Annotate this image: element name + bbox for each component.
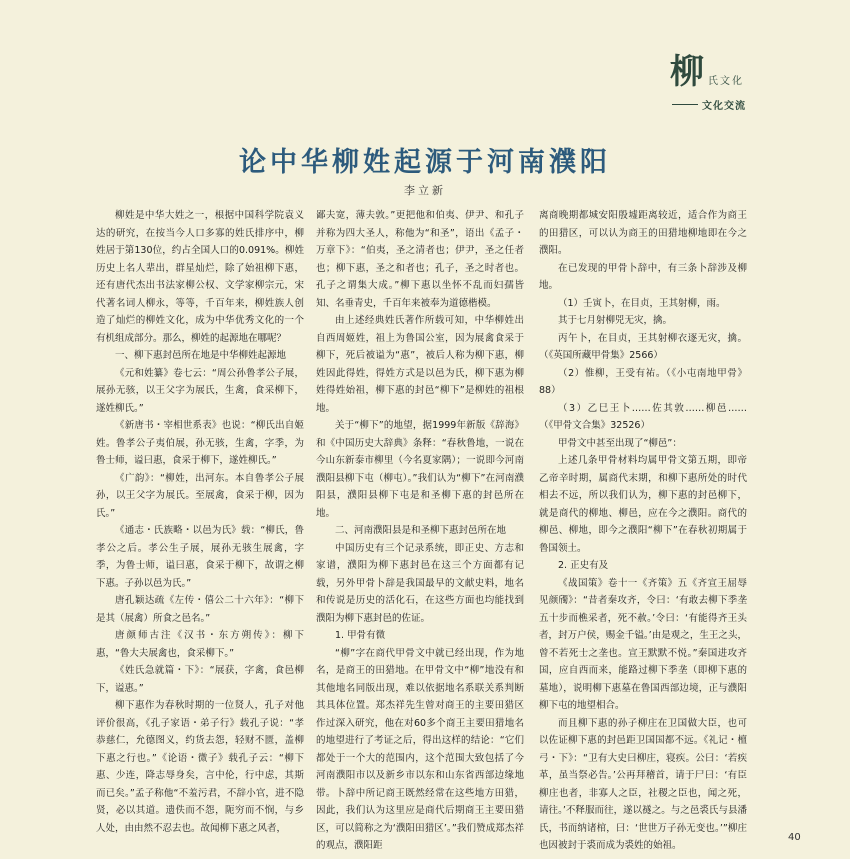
paragraph: 《姓氏急就篇・下》：“展获，字禽，食邑柳下，谥惠。”	[96, 665, 304, 694]
subsection-heading: 2. 正史有及	[558, 560, 609, 571]
text-column-2	[316, 207, 524, 851]
text-column-1	[96, 207, 304, 834]
section-logo	[670, 52, 790, 122]
paragraph: 离商晚期都城安阳殷墟距离较近，适合作为商王的田猎区，可以认为商王的田猎地柳地即在今之濮阳。	[539, 210, 747, 256]
article-author: 李立新	[404, 184, 446, 197]
paragraph: 《广韵》：“柳姓，出河东。本自鲁孝公子展孙，以王父字为展氏。至展禽，食采于柳，因为氏。”	[96, 472, 304, 519]
paragraph: 鄙夫宽，薄夫敦。”更把他和伯夷、伊尹、和孔子并称为四大圣人，称他为“和圣”，语出《孟子・万章下》：“伯夷，圣之清者也；伊尹，圣之任者也；柳下惠，圣之和者也；孔子，圣之时者也。孔子之谓集大成。”柳下惠以坐怀不乱而妇孺皆知、名垂青史，千百年来被奉为道德楷模。	[316, 210, 524, 309]
paragraph: 柳下惠作为春秋时期的一位贤人，孔子对他评价很高，《孔子家语・弟子行》载孔子说：“孝恭慈仁，允德图义，约货去怨，轻财不匮，盖柳下惠之行也。”《论语・微子》载孔子云：“柳下惠、少连，降志辱身矣，言中伦，行中虑，其斯而已矣。”孟子称他“不羞污君，不辞小官，进不隐贤，必以其道。遗佚而不怨，阨穷而不悯，与乡人处，由由然不忍去也。故闻柳下惠之风者，	[96, 700, 304, 834]
section-label: 文化交流	[702, 101, 746, 112]
paragraph: 在已发现的甲骨卜辞中，有三条卜辞涉及柳地。	[539, 262, 747, 291]
paragraph: 甲骨文中甚至出现了“柳邑”：	[558, 437, 682, 449]
logo-subtitle: 氏文化	[708, 76, 744, 87]
paragraph: （1）壬寅卜，在目贞，王其射柳，雨。	[558, 297, 726, 309]
article-title: 论中华柳姓起源于河南濮阳	[239, 147, 611, 178]
paragraph: 由上述经典姓氏著作所载可知，中华柳姓出自西周姬姓，祖上为鲁国公室，因为展禽食采于柳下，死后被谥为“惠”，被后人称为柳下惠，柳姓因此得姓，得姓方式是以邑为氏，柳下惠为柳姓得姓始祖，柳下惠的封邑“柳下”是柳姓的祖根地。	[316, 315, 524, 414]
paragraph: 《元和姓纂》卷七云：“周公孙鲁孝公子展，展孙无骇，以王父字为展氏，生禽，食采柳下，遂姓柳氏。”	[96, 367, 304, 414]
section-heading: 二、河南濮阳县是和圣柳下惠封邑所在地	[335, 525, 507, 536]
paragraph: 《战国策》卷十一《齐策》五《齐宣王屈辱见颜斶》：“昔者秦攻齐，令曰：‘有敢去柳下季垄五十步而樵采者，死不赦。’令曰：‘有能得齐王头者，封万户侯，赐金千镒。’由是观之，生王之头，曾不若死士之垄也。宣王默默不悦。”秦国进攻齐国，应自西而来，能路过柳下季垄（即柳下惠的墓地），说明柳下惠墓在鲁国西部边境，正与濮阳柳下屯的地望相合。	[539, 577, 747, 711]
paragraph: 唐孔颖达疏《左传・僖公二十六年》：“柳下是其（展禽）所食之邑名。”	[96, 595, 304, 624]
page-number: 40	[788, 832, 801, 843]
paragraph: （2）惟柳，王受有祐。（《小屯南地甲骨》88）	[539, 367, 747, 396]
paragraph: 关于“柳下”的地望，据1999年新版《辞海》和《中国历史大辞典》条释：“春秋鲁地，一说在今山东新泰市柳里（今名夏家隅）；一说即今河南濮阳县柳下屯（柳屯）。”我们认为“柳下”在河南濮阳县，濮阳县柳下屯是和圣柳下惠的封邑所在地。	[316, 420, 524, 519]
section-heading: 一、柳下惠封邑所在地是中华柳姓起源地	[115, 350, 287, 361]
text-column-3	[539, 207, 747, 851]
paragraph: 上述几条甲骨材料均属甲骨文第五期，即帝乙帝辛时期，属商代末期，和柳下惠所处的时代相去不远，所以我们认为，柳下惠的封邑柳下，就是商代的柳地、柳邑，应在今之濮阳。商代的柳邑、柳地，即今之濮阳“柳下”在春秋初期属于鲁国领土。	[539, 455, 747, 554]
paragraph: 《新唐书・宰相世系表》也说：“柳氏出自姬姓。鲁孝公子夷伯展，孙无骇，生禽，字季，为鲁士师，谥曰惠，食采于柳下，遂姓柳氏。”	[96, 420, 304, 466]
paragraph: 丙午卜，在目贞，王其射柳衣逐无灾，擒。（《英国所藏甲骨集》2566）	[539, 332, 747, 361]
paragraph: 唐颜师古注《汉书・东方朔传》：柳下惠，“鲁大夫展禽也，食采柳下。”	[96, 630, 304, 659]
subsection-heading: 1. 甲骨有微	[335, 630, 386, 641]
paragraph: （3）乙巳王卜……佐其敦……柳邑……（《甲骨文合集》32526）	[539, 402, 747, 431]
paragraph: 其于七月射柳兕无灾，擒。	[558, 315, 673, 326]
paragraph: 而且柳下惠的孙子柳庄在卫国做大臣，也可以佐证柳下惠的封邑距卫国国都不远。《礼记・檀弓・下》：“卫有大史曰柳庄，寝疾。公曰：‘若疾革，虽当祭必告。’公再拜稽首，请于尸曰：‘有臣柳庄也者，非寡人之臣，社稷之臣也，闻之死，请往。’不释服而往，遂以襚之。与之邑裘氏与县潘氏，书而纳诸棺，曰：‘世世万子孙无变也。’”柳庄也因被封于裘而成为裘姓的始祖。	[539, 717, 747, 851]
paragraph: 《通志・氏族略・以邑为氏》载：“柳氏，鲁孝公之后。孝公生子展，展孙无骇生展禽，字季，为鲁士师，谥曰惠，食采于柳下，故谓之柳下惠。子孙以邑为氏。”	[96, 525, 304, 589]
paragraph: 柳姓是中华大姓之一，根据中国科学院袁义达的研究，在按当今人口多寡的姓氏排序中，柳姓居于第130位，约占全国人口的0.091%。柳姓历史上名人辈出，群星灿烂，除了始祖柳下惠，还有唐代杰出书法家柳公权、文学家柳宗元，宋代著名词人柳永，等等，千百年来，柳姓族人创造了灿烂的柳姓文化，成为中华优秀文化的一个有机组成部分。那么，柳姓的起源地在哪呢？	[96, 210, 304, 344]
logo-rule	[672, 104, 698, 105]
paragraph: “柳”字在商代甲骨文中就已经出现，作为地名，是商王的田猎地。在甲骨文中“柳”地没有和其他地名同版出现，难以依据地名系联关系判断其具体位置。郑杰祥先生曾对商王的主要田猎区作过深入研究，他在对60多个商王主要田猎地名的地望进行了考证之后，得出这样的结论：“它们都处于一个大的范围内，这个范围大致包括了今河南濮阳市以及新乡市以东和山东省西部边缘地带。卜辞中所记商王既然经常在这些地方田猎，因此，我们认为这里应是商代后期商王主要田猎区，可以简称之为‘濮阳田猎区’。”我们赞成郑杰祥的观点，濮阳距	[316, 647, 524, 851]
logo-character: 柳	[670, 52, 705, 92]
paragraph: 中国历史有三个记录系统，即正史、方志和家谱，濮阳为柳下惠封邑在这三个方面都有记载，另外甲骨卜辞是我国最早的文献史料，地名和传说是历史的活化石，在这些方面也均能找到濮阳为柳下惠封邑的佐证。	[316, 542, 524, 624]
